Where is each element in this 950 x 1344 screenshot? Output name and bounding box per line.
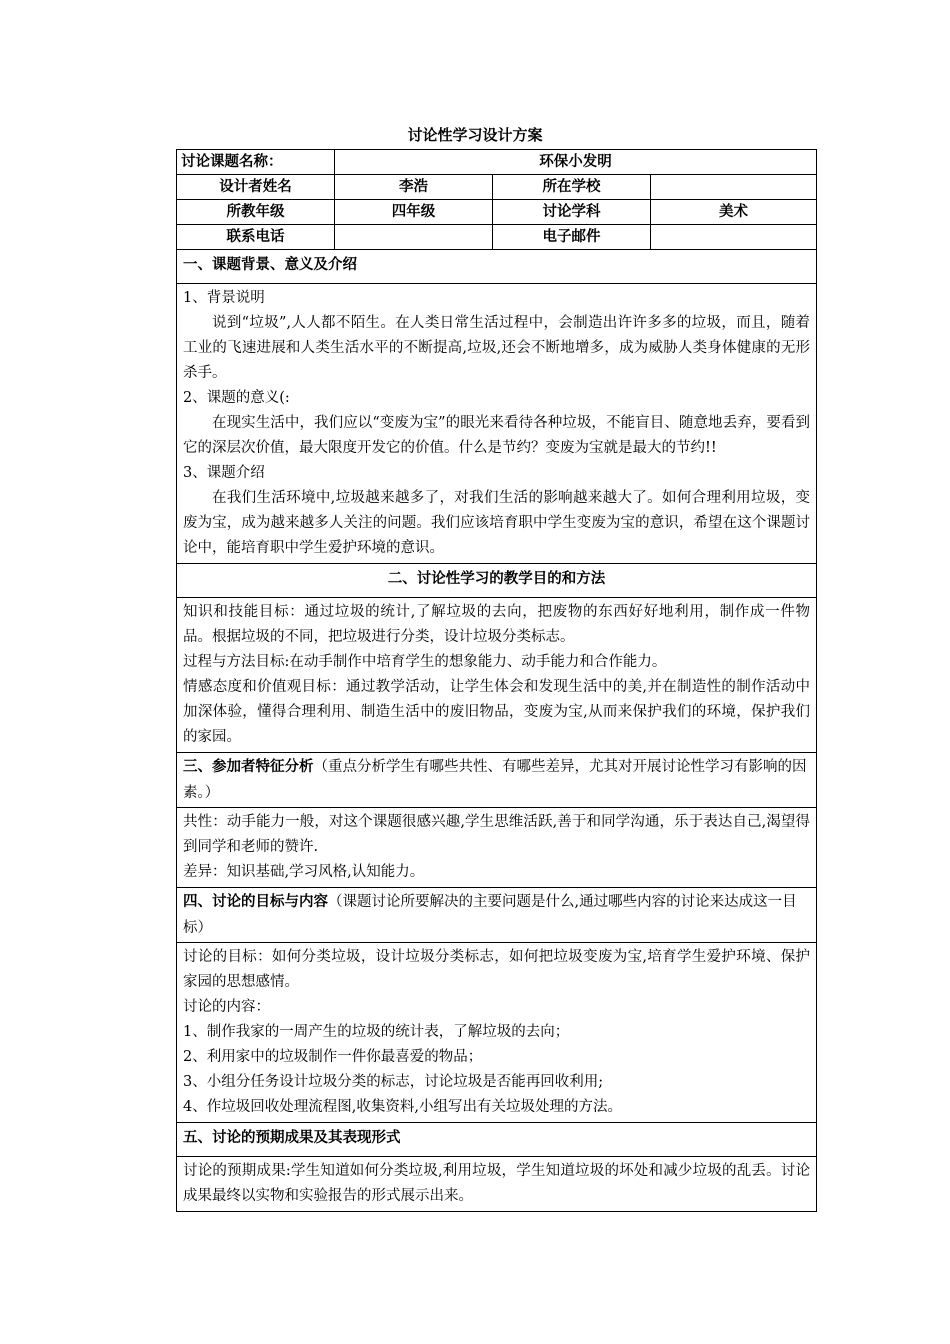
topic-label: 讨论课题名称：	[177, 150, 335, 175]
difference-text: 差异：知识基础,学习风格,认知能力。	[183, 864, 425, 880]
section-3-note: （重点分析学生有哪些共性、有哪些差异，尤其对开展讨论性学习有影响的因素。）	[183, 759, 807, 801]
section-1-header	[177, 250, 817, 284]
list-item: 3、小组分任务设计垃圾分类的标志，讨论垃圾是否能再回收利用;	[183, 1074, 604, 1090]
section-1-heading: 一、课题背景、意义及介绍	[177, 250, 817, 284]
attitude-goal: 情感态度和价值观目标：通过教学活动，让学生体会和发现生活中的美,并在制造性的制作活动中加深体验，懂得合理利用、制造生活中的废旧物品，变废为宝,从而来保护我们的环境，保护我们的家园。	[183, 679, 811, 745]
background-title: 1、背景说明	[183, 290, 265, 306]
list-item: 1、制作我家的一周产生的垃圾的统计表，了解垃圾的去向；	[183, 1024, 570, 1040]
section-2-heading: 二、讨论性学习的教学目的和方法	[177, 564, 817, 598]
page-title: 讨论性学习设计方案	[407, 126, 543, 144]
row-grade	[177, 200, 817, 225]
designer-value: 李浩	[335, 175, 493, 200]
section-3-heading: 三、参加者特征分析	[183, 758, 314, 775]
grade-value: 四年级	[335, 200, 493, 225]
section-5-heading: 五、讨论的预期成果及其表现形式	[177, 1123, 817, 1157]
email-value	[651, 225, 817, 250]
section-5-header	[177, 1123, 817, 1157]
expected-results: 讨论的预期成果:学生知道如何分类垃圾,利用垃圾，学生知道垃圾的坏处和减少垃圾的乱丢。讨论成果最终以实物和实验报告的形式展示出来。	[183, 1163, 811, 1204]
grade-label: 所教年级	[177, 200, 335, 225]
design-plan-table	[176, 149, 817, 1212]
section-2-body	[177, 598, 817, 753]
email-label: 电子邮件	[493, 225, 651, 250]
school-label: 所在学校	[493, 175, 651, 200]
background-text: 说到“垃圾”,人人都不陌生。在人类日常生活过程中，会制造出许许多多的垃圾，而且，随着工业的飞速进展和人类生活水平的不断提高,垃圾,还会不断地增多，成为威胁人类身体健康的无形杀手。	[183, 315, 811, 381]
section-3-body	[177, 808, 817, 888]
significance-text: 在现实生活中，我们应以“变废为宝”的眼光来看待各种垃圾，不能盲目、随意地丢弃，要看到它的深层次价值，最大限度开发它的价值。什么是节约？变废为宝就是最大的节约!!	[183, 415, 811, 456]
knowledge-goal: 知识和技能目标：通过垃圾的统计,了解垃圾的去向，把废物的东西好好地利用，制作成一件物品。根据垃圾的不同，把垃圾进行分类，设计垃圾分类标志。	[183, 604, 811, 645]
list-item: 2、利用家中的垃圾制作一件你最喜爱的物品；	[183, 1049, 483, 1065]
section-5-body	[177, 1157, 817, 1212]
section-1-body	[177, 284, 817, 564]
section-3-header	[177, 753, 817, 808]
discussion-goal: 讨论的目标：如何分类垃圾，设计垃圾分类标志，如何把垃圾变废为宝,培育学生爱护环境、保护家园的思想感情。	[183, 949, 811, 990]
subject-value: 美术	[651, 200, 817, 225]
process-goal: 过程与方法目标:在动手制作中培育学生的想象能力、动手能力和合作能力。	[183, 654, 667, 670]
section-2-header	[177, 564, 817, 598]
subject-label: 讨论学科	[493, 200, 651, 225]
school-value	[651, 175, 817, 200]
designer-label: 设计者姓名	[177, 175, 335, 200]
commonality-text: 共性：动手能力一般，对这个课题很感兴趣,学生思维活跃,善于和同学沟通，乐于表达自己,渴望得到同学和老师的赞许.	[183, 814, 811, 855]
phone-value	[335, 225, 493, 250]
row-designer	[177, 175, 817, 200]
list-item: 4、作垃圾回收处理流程图,收集资料,小组写出有关垃圾处理的方法。	[183, 1099, 622, 1115]
topic-value: 环保小发明	[335, 150, 817, 175]
row-topic	[177, 150, 817, 175]
introduction-text: 在我们生活环境中,垃圾越来越多了，对我们生活的影响越来越大了。如何合理利用垃圾，变废为宝，成为越来越多人关注的问题。我们应该培育职中学生变废为宝的意识，希望在这个课题讨论中，能培育职中学生爱护环境的意识。	[183, 490, 811, 556]
discussion-content-title: 讨论的内容：	[183, 999, 270, 1015]
section-4-header	[177, 888, 817, 943]
section-4-note: （课题讨论所要解决的主要问题是什么,通过哪些内容的讨论来达成这一目标）	[183, 894, 797, 936]
phone-label: 联系电话	[177, 225, 335, 250]
row-contact	[177, 225, 817, 250]
section-4-body	[177, 943, 817, 1123]
introduction-title: 3、课题介绍	[183, 465, 265, 481]
section-4-heading: 四、讨论的目标与内容	[183, 893, 328, 910]
significance-title: 2、课题的意义(:	[183, 390, 290, 406]
